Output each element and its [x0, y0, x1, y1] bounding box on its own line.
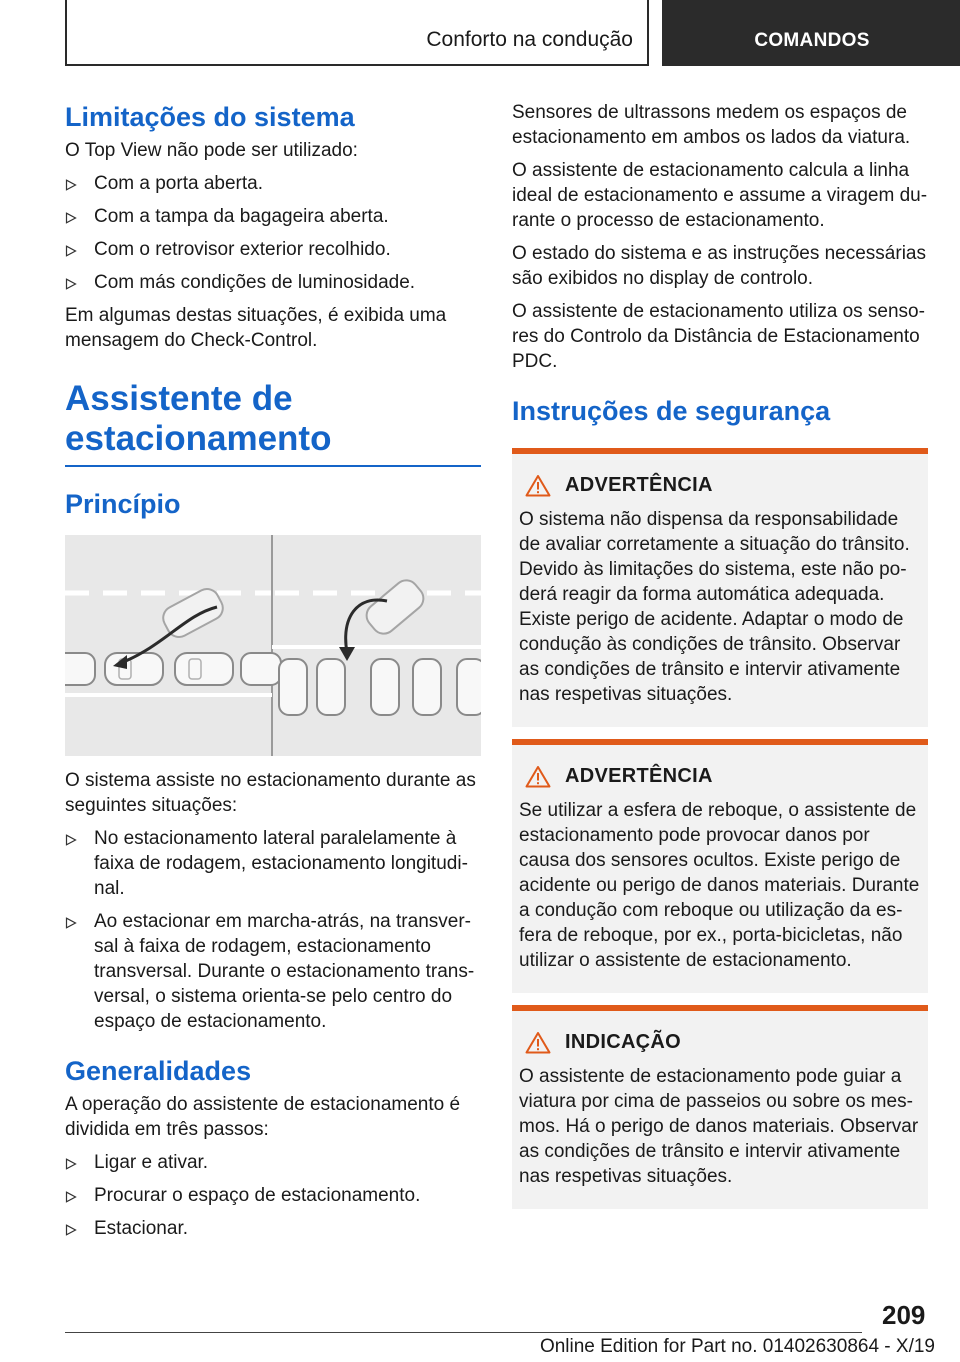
paragraph: Sensores de ultrassons medem os espaços de estacionamento em ambos os lados da viatura. [512, 102, 911, 148]
list-item [65, 909, 481, 1034]
paragraph: O estado do sistema e as instruções necessárias são exibidos no display de controlo. [512, 243, 926, 289]
page-number: 209 [882, 1300, 926, 1330]
warning-header [525, 474, 921, 497]
warning-header [525, 765, 921, 788]
paragraph: O assistente de estacionamento utiliza os senso- res do Controlo da Distância de Estacionamento PDC. [512, 301, 925, 372]
main-section-heading: Assistente de estacionamento [65, 379, 332, 458]
list-item-text: Com o retrovisor exterior recolhido. [94, 239, 391, 260]
warning-text: O sistema não dispensa da responsabilidade de avaliar corretamente a situação do trânsito. Devido às limitações do sistema, este não po- derá reagir da forma automática adequada. Existe perigo de acidente. Adaptar o modo de condução às condições de trânsito. Observar as condições de trânsito e intervir ativamente nas respetivas situações. [519, 509, 910, 705]
header-chapter-tab [662, 0, 960, 66]
triangle-right-outline-icon [65, 1158, 77, 1170]
limitations-outro: Em algumas destas situações, é exibida uma mensagem do Check-Control. [65, 305, 447, 351]
list-item [65, 826, 481, 901]
warning-triangle-icon [525, 765, 551, 788]
left-column [65, 100, 481, 1241]
triangle-right-outline-icon [65, 278, 77, 290]
warning-label: ADVERTÊNCIA [565, 474, 713, 496]
list-item [65, 270, 481, 295]
warning-header [525, 1031, 921, 1054]
list-item [65, 204, 481, 229]
list-item-text: Com a tampa da bagageira aberta. [94, 206, 389, 227]
limitations-list [65, 171, 481, 295]
triangle-right-outline-icon [65, 179, 77, 191]
limitations-intro: O Top View não pode ser utilizado: [65, 140, 358, 161]
warning-box [512, 739, 928, 993]
footer-divider [65, 1332, 862, 1333]
general-list [65, 1150, 481, 1241]
list-item-text: Ligar e ativar. [94, 1152, 209, 1173]
header-section-title: Conforto na condução [426, 28, 633, 51]
general-text: A operação do assistente de estacionamento é dividida em três passos: [65, 1094, 461, 1140]
principle-list [65, 826, 481, 1034]
list-item [65, 237, 481, 262]
principle-text: O sistema assiste no estacionamento durante as seguintes situações: [65, 770, 476, 816]
header-section-box [65, 0, 649, 66]
heading-divider [65, 465, 481, 467]
triangle-right-outline-icon [65, 917, 77, 929]
list-item-text: Procurar o espaço de estacionamento. [94, 1185, 421, 1206]
right-column [512, 100, 928, 1209]
limitations-heading: Limitações do sistema [65, 102, 355, 132]
footer-edition: Online Edition for Part no. 01402630864 - X/19 [539, 1336, 935, 1357]
warning-box [512, 448, 928, 727]
warning-triangle-icon [525, 474, 551, 497]
safety-heading: Instruções de segurança [512, 396, 831, 426]
warning-text: O assistente de estacionamento pode guiar a viatura por cima de passeios ou sobre os mes- mos. Há o perigo de danos materiais. Observar as condições de trânsito e intervir ativamente nas respetivas situações. [519, 1066, 919, 1187]
warning-label: ADVERTÊNCIA [565, 765, 713, 787]
warning-label: INDICAÇÃO [565, 1031, 682, 1053]
list-item [65, 171, 481, 196]
parking-diagram-icon [65, 535, 481, 756]
parking-illustration [65, 535, 481, 756]
triangle-right-outline-icon [65, 1191, 77, 1203]
paragraph: O assistente de estacionamento calcula a linha ideal de estacionamento e assume a viragem du- rante o processo de estacionamento. [512, 160, 928, 231]
triangle-right-outline-icon [65, 1224, 77, 1236]
list-item [65, 1216, 481, 1241]
list-item-text: Com más condições de luminosidade. [94, 272, 416, 293]
list-item-text: Ao estacionar em marcha-atrás, na transver- sal à faixa de rodagem, estacionamento transversal. Durante o estacionamento trans- versal, o sistema orienta-se pelo centro do espaço de estacionamento. [94, 911, 475, 1032]
warning-text: Se utilizar a esfera de reboque, o assistente de estacionamento pode provocar danos por causa dos sensores ocultos. Existe perigo de acidente ou perigo de danos materiais. Durante a condução com reboque ou utilização da es- fera de reboque, por ex., porta-bicicletas, não utilizar o assistente de estacionamento. [519, 800, 920, 971]
triangle-right-outline-icon [65, 245, 77, 257]
list-item-text: No estacionamento lateral paralelamente à faixa de rodagem, estacionamento longitudi- nal. [94, 828, 468, 899]
warning-triangle-icon [525, 1031, 551, 1054]
list-item [65, 1150, 481, 1175]
list-item-text: Estacionar. [94, 1218, 188, 1239]
header-chapter-title: COMANDOS [754, 30, 870, 51]
list-item-text: Com a porta aberta. [94, 173, 263, 194]
general-heading: Generalidades [65, 1056, 252, 1086]
triangle-right-outline-icon [65, 212, 77, 224]
notice-box [512, 1005, 928, 1209]
triangle-right-outline-icon [65, 834, 77, 846]
principle-heading: Princípio [65, 489, 181, 519]
list-item [65, 1183, 481, 1208]
